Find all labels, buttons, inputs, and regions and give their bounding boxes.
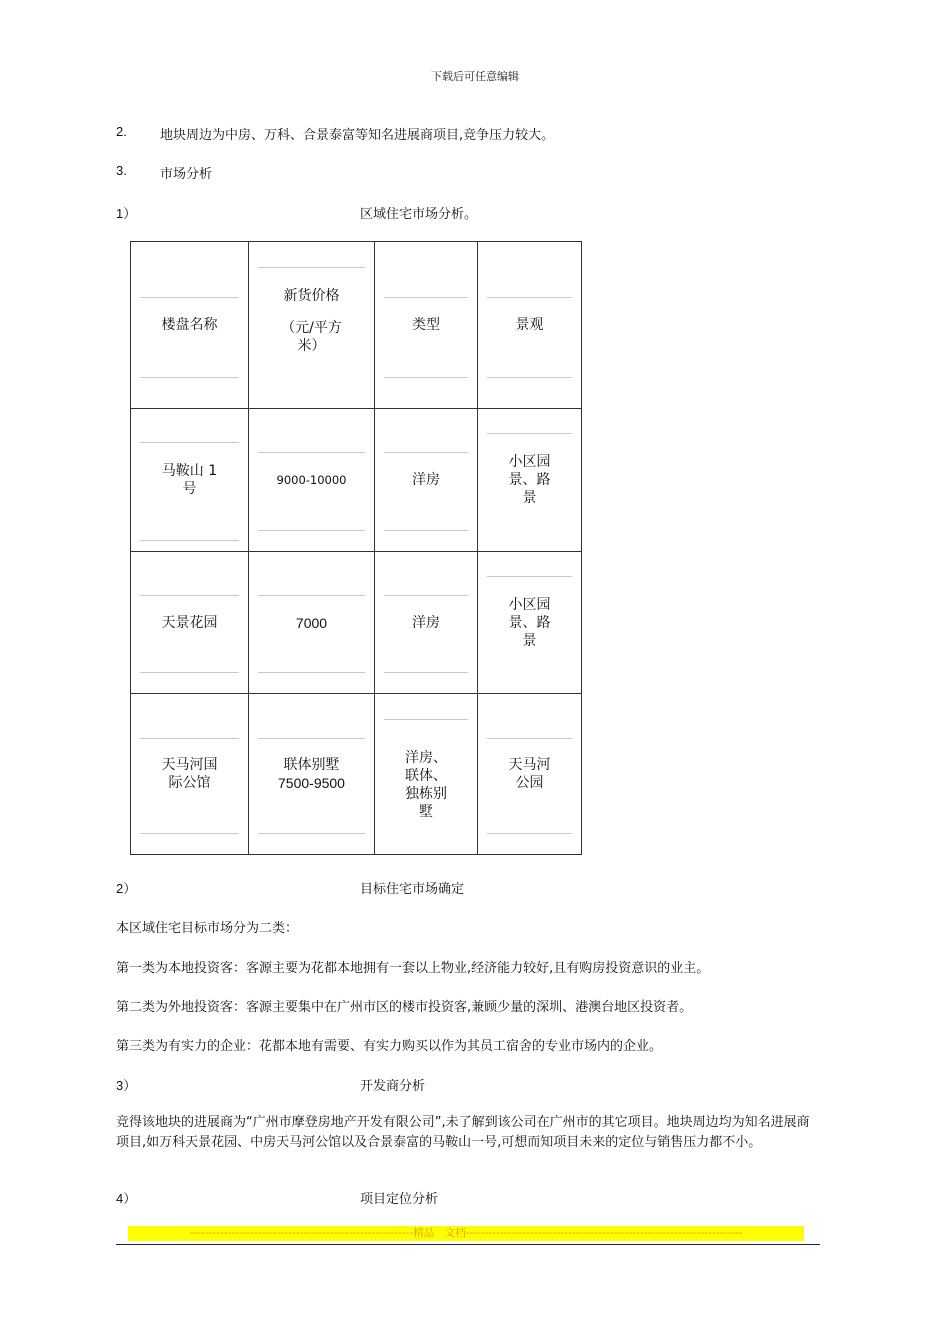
table-cell: 天景花园 [131, 552, 249, 694]
table-cell: 小区园 景、路 景 [478, 552, 582, 694]
table-cell: 天马河 公园 [478, 694, 582, 855]
table-cell: 小区园 景、路 景 [478, 409, 582, 552]
table-header-cell: 楼盘名称 [131, 242, 249, 409]
table-cell: 洋房、 联体、 独栋别 墅 [375, 694, 478, 855]
table-header-cell: 景观 [478, 242, 582, 409]
section-title: 区域住宅市场分析。 [360, 207, 478, 222]
section-title: 目标住宅市场确定 [360, 882, 465, 897]
table-row [131, 552, 582, 694]
table-row [131, 694, 582, 855]
section-title: 开发商分析 [360, 1079, 426, 1094]
table-row [131, 409, 582, 552]
paragraph: 第一类为本地投资客：客源主要为花都本地拥有一套以上物业,经济能力较好,且有购房投资意识的业主。 [116, 961, 710, 976]
market-table [130, 241, 582, 855]
section-number: 2） [116, 881, 137, 896]
item-number: 3. [116, 163, 127, 178]
paragraph: 第三类为有实力的企业：花都本地有需要、有实力购买以作为其员工宿舍的专业市场内的企业。 [116, 1039, 663, 1054]
table-cell: 9000-10000 [249, 409, 375, 552]
table-cell: 联体别墅 7500-9500 [249, 694, 375, 855]
table-header-row [131, 242, 582, 409]
section-number: 1） [116, 206, 137, 221]
item-number: 2. [116, 124, 127, 139]
paragraph: 竞得该地块的进展商为“广州市摩登房地产开发有限公司”,未了解到该公司在广州市的其它项目。地块周边均为知名进展商项目,如万科天景花园、中房天马河公馆以及合景泰富的马鞍山一号,可想而知项目未来的定位与销售压力都不小。 [116, 1115, 810, 1150]
section-title: 项目定位分析 [360, 1192, 439, 1207]
paragraph: 本区域住宅目标市场分为二类： [116, 921, 299, 936]
item-text: 市场分析 [160, 167, 213, 182]
table-cell: 洋房 [375, 552, 478, 694]
section-number: 3） [116, 1078, 137, 1093]
paragraph: 第二类为外地投资客：客源主要集中在广州市区的楼市投资客,兼顾少量的深圳、港澳台地区投资者。 [116, 1000, 693, 1015]
table-header-cell: 新货价格 （元/平方 米） [249, 242, 375, 409]
footer-watermark: -----------------------------------------------------------精品 文档------------------------------------------------------------------------- [128, 1226, 804, 1241]
section-number: 4） [116, 1191, 137, 1206]
page-header: 下载后可任意编辑 [431, 70, 519, 83]
table-cell: 天马河国 际公馆 [131, 694, 249, 855]
table-header-cell: 类型 [375, 242, 478, 409]
table-cell: 7000 [249, 552, 375, 694]
table-cell: 马鞍山 1 号 [131, 409, 249, 552]
item-text: 地块周边为中房、万科、合景泰富等知名进展商项目,竞争压力较大。 [160, 128, 555, 143]
footer-divider [116, 1244, 820, 1245]
table-cell: 洋房 [375, 409, 478, 552]
